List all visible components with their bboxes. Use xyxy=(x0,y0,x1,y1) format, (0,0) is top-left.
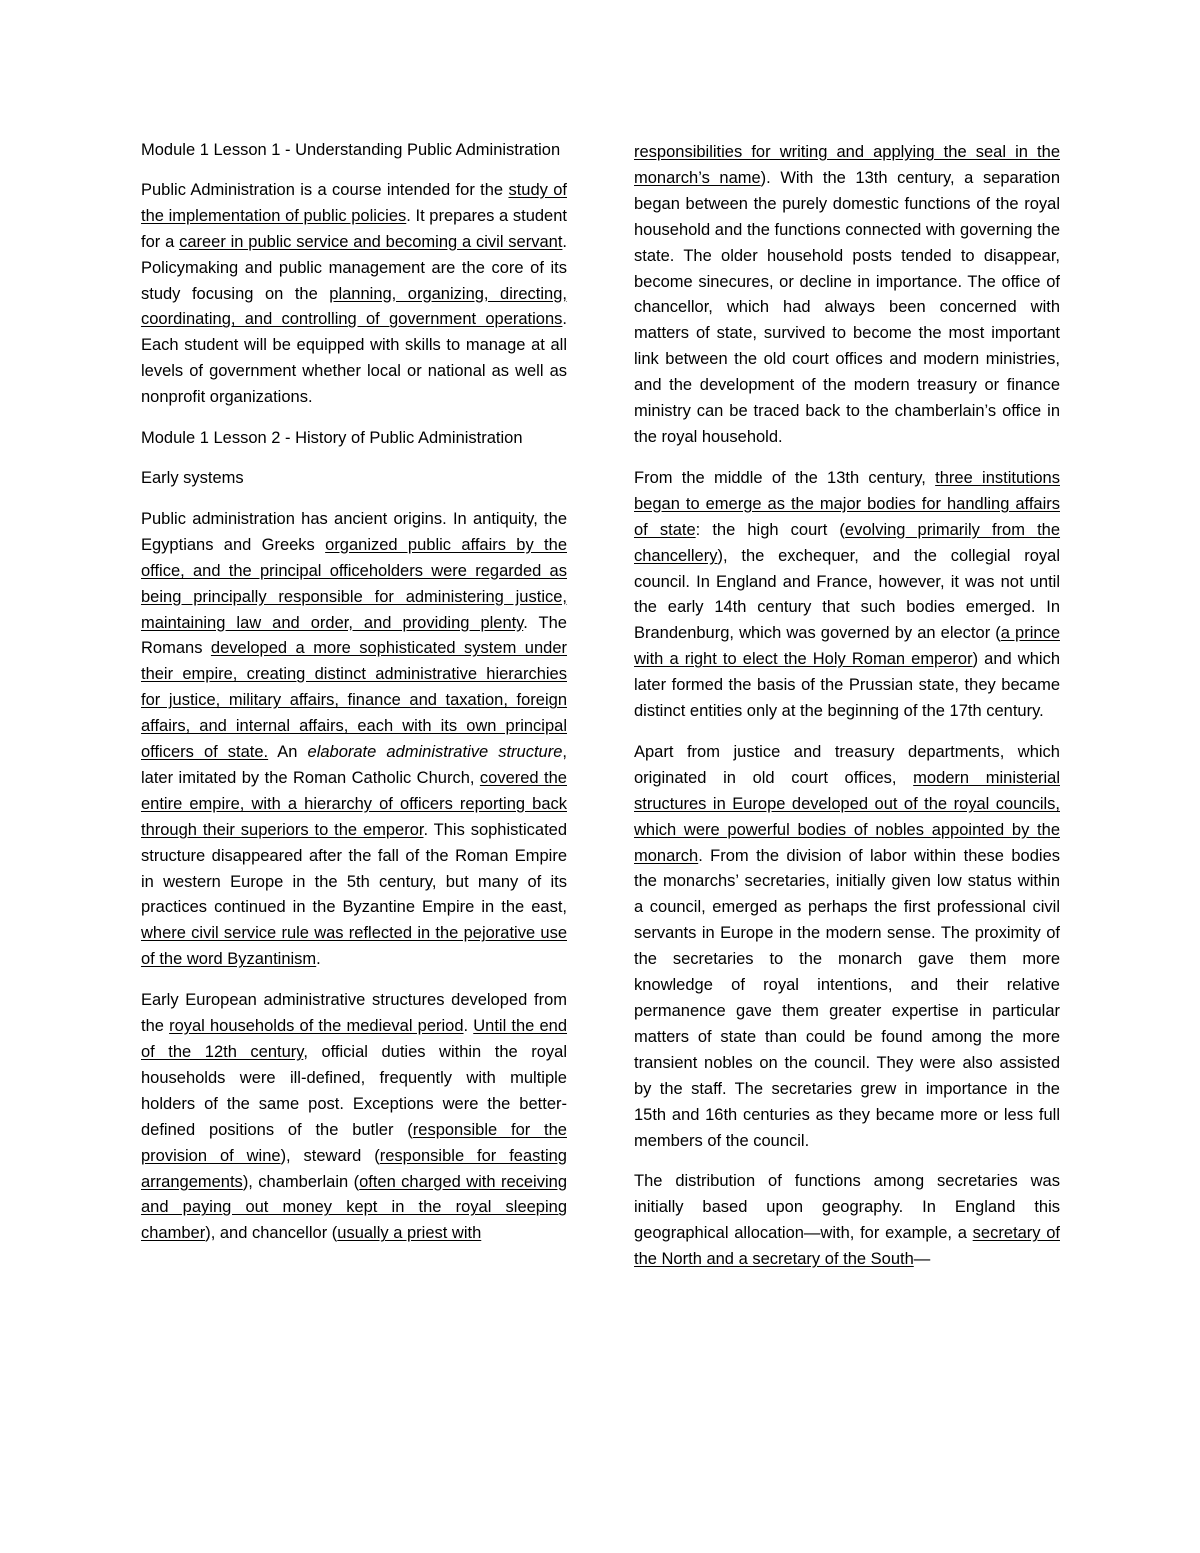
underlined-phrase: usually a priest with xyxy=(337,1224,482,1243)
left-column xyxy=(141,138,567,1262)
right-column xyxy=(634,140,1060,1288)
underlined-phrase: study of the implementation of public policies xyxy=(141,180,567,225)
underlined-phrase: royal households of the medieval period xyxy=(169,1017,464,1036)
text-run: . Each student will be equipped with skills to manage at all levels of government whether local or national as well as nonprofit organizations. xyxy=(141,310,567,407)
text-run: Early systems xyxy=(141,468,244,487)
text-run: — xyxy=(913,1250,931,1269)
text-run: . This sophisticated structure disappeared after the fall of the Roman Empire in western Europe in the 5th century, but many of its practices continued in the Byzantine Empire in the east, xyxy=(141,820,568,917)
underlined-phrase: a prince with a right to elect the Holy Roman emperor xyxy=(634,624,1060,669)
underlined-phrase: Until the end of the 12th century xyxy=(141,1017,567,1061)
text-run: . xyxy=(463,1017,474,1036)
text-run: ), chamberlain ( xyxy=(242,1172,360,1191)
underlined-phrase: developed a more sophisticated system under their empire, creating distinct administrative hierarchies for justice, military affairs, finance and taxation, foreign affairs, and internal affairs, each with its own principal officers of state. xyxy=(141,639,567,762)
text-run: The distribution of functions among secretaries was initially based upon geography. In England this geographical allocation—with, for example, a xyxy=(634,1172,1060,1243)
underlined-phrase: modern ministerial structures in Europe developed out of the royal councils, which were powerful bodies of nobles appointed by the monarch xyxy=(634,768,1060,865)
text-run: . The Romans xyxy=(141,613,567,658)
text-run: , later imitated by the Roman Catholic Church, xyxy=(141,743,567,787)
text-run: From the middle of the 13th century, xyxy=(634,468,936,487)
paragraph xyxy=(634,140,1060,451)
text-run: An xyxy=(268,743,308,762)
text-run: ), and chancellor ( xyxy=(205,1224,338,1243)
text-run: ) and which later formed the basis of the Prussian state, they became distinct entities only at the beginning of the 17th century. xyxy=(634,650,1060,721)
underlined-phrase: career in public service and becoming a civil servant xyxy=(179,232,563,251)
text-run: . From the division of labor within these bodies the monarchs’ secretaries, initially given low status within a council, emerged as perhaps the first professional civil servants in Europe in the modern sense. The proximity of the secretaries to the monarch gave them more knowledge of royal intentions, and their relative permanence gave them greater expertise in particular matters of state than could be found among the more transient nobles on the council. They were also assisted by the staff. The secretaries grew in importance in the 15th and 16th centuries as they became more or less full members of the council. xyxy=(634,846,1060,1150)
underlined-phrase: organized public affairs by the office, and the principal officeholders were regarded as being principally responsible for administering justice, maintaining law and order, and providing plenty xyxy=(141,535,567,632)
text-run: Public Administration is a course intended for the xyxy=(141,180,509,199)
underlined-phrase: often charged with receiving and paying out money kept in the royal sleeping chamber xyxy=(141,1172,567,1243)
underlined-phrase: where civil service rule was reflected in the pejorative use of the word Byzantinism xyxy=(141,924,567,969)
underlined-phrase: responsibilities for writing and applying the seal in the monarch’s name xyxy=(634,143,1060,187)
underlined-phrase: covered the entire empire, with a hierarchy of officers reporting back through their superiors to the emperor xyxy=(141,768,567,839)
paragraph xyxy=(141,178,567,411)
italic-phrase: elaborate administrative structure xyxy=(307,743,563,762)
text-run: Early European administrative structures developed from the xyxy=(141,991,567,1036)
section-heading xyxy=(141,138,567,164)
underlined-phrase: planning, organizing, directing, coordinating, and controlling of government operations xyxy=(141,284,567,329)
text-run: . xyxy=(316,950,321,969)
paragraph xyxy=(634,466,1060,725)
underlined-phrase: responsible for feasting arrangements xyxy=(141,1146,567,1191)
subheading xyxy=(141,466,567,492)
text-run: ). With the 13th century, a separation began between the purely domestic functions of the royal household and the functions connected with governing the state. The older household posts tended to disappear, become sinecures, or decline in importance. The office of chancellor, which had always been concerned with matters of state, survived to become the most important link between the old court offices and modern ministries, and the development of the modern treasury or finance ministry can be traced back to the chamberlain’s office in the royal household. xyxy=(634,168,1060,446)
text-run: Public administration has ancient origins. In antiquity, the Egyptians and Greeks xyxy=(141,509,567,554)
text-run: Module 1 Lesson 2 - History of Public Administration xyxy=(141,429,523,448)
text-run: Module 1 Lesson 1 - Understanding Public Administration xyxy=(141,141,561,159)
text-run: . Policymaking and public management are the core of its study focusing on the xyxy=(141,232,567,303)
underlined-phrase: responsible for the provision of wine xyxy=(141,1120,567,1165)
text-run: Apart from justice and treasury departments, which originated in old court offices, xyxy=(634,742,1060,787)
text-run: ), steward ( xyxy=(280,1146,380,1165)
underlined-phrase: evolving primarily from the chancellery xyxy=(634,520,1061,565)
underlined-phrase: secretary of the North and a secretary of the South xyxy=(634,1224,1060,1269)
paragraph xyxy=(634,740,1060,1155)
paragraph xyxy=(634,1169,1060,1273)
paragraph xyxy=(141,507,567,973)
text-run: , official duties within the royal households were ill-defined, frequently with multiple holders of the same post. Exceptions were the better-defined positions of the butler ( xyxy=(141,1043,567,1139)
text-run: : the high court ( xyxy=(695,520,845,539)
section-heading xyxy=(141,426,567,452)
text-run: ), the exchequer, and the collegial royal council. In England and France, however, it was not until the early 14th century that such bodies emerged. In Brandenburg, which was governed by an elector ( xyxy=(634,546,1060,643)
paragraph xyxy=(141,988,567,1247)
text-run: . It prepares a student for a xyxy=(141,206,567,251)
underlined-phrase: three institutions began to emerge as the major bodies for handling affairs of state xyxy=(634,468,1060,539)
